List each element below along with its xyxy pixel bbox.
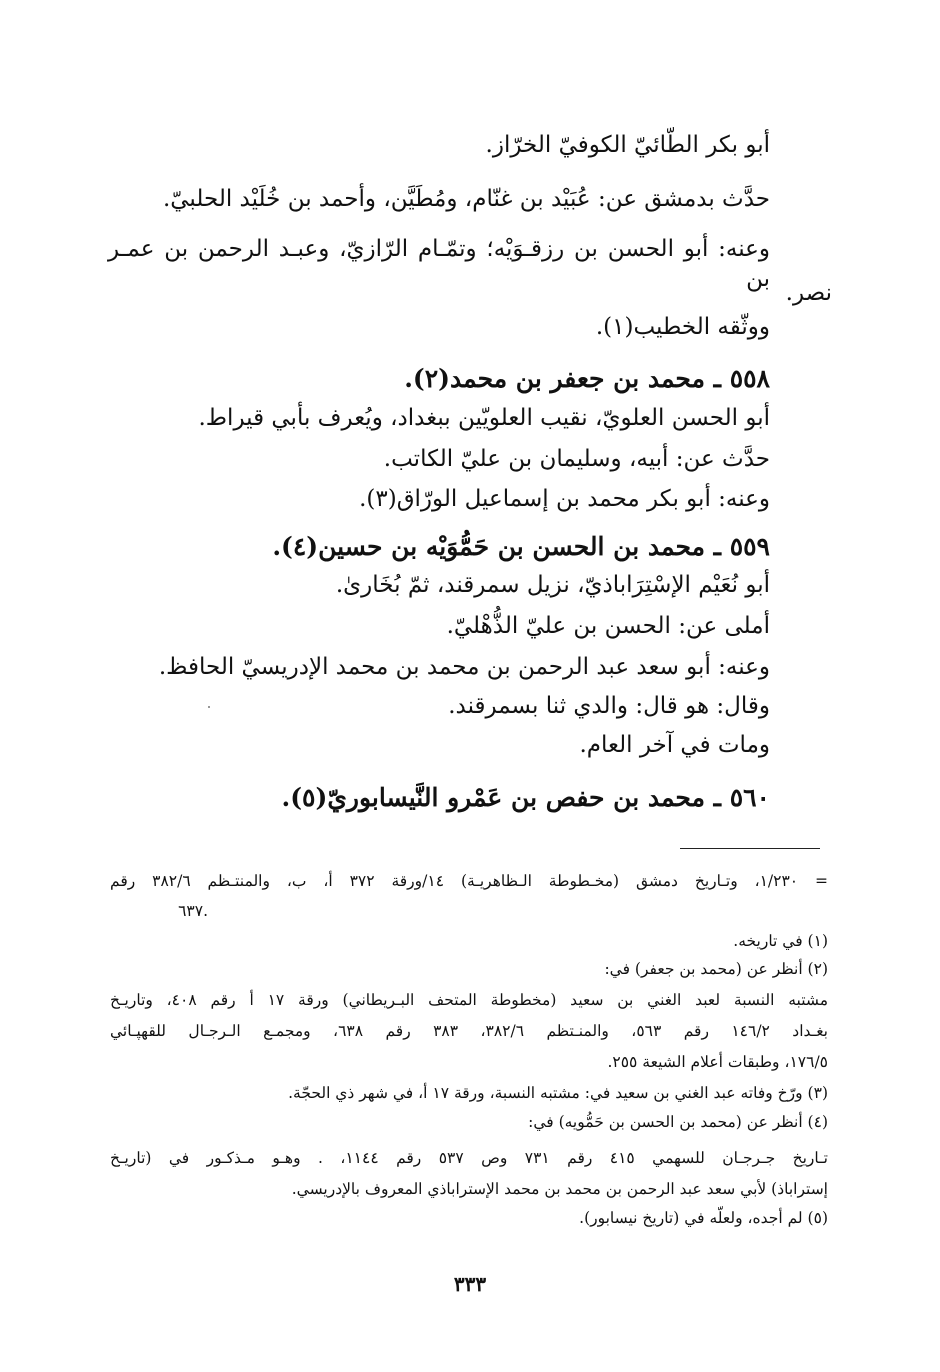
text-line: ومات في آخر العام.	[579, 732, 770, 758]
text-line: أملى عن: الحسن بن عليّ الذُّهْليّ.	[446, 613, 770, 639]
entry-heading: ٥٥٨ ـ محمد بن جعفر بن محمد(٢).	[404, 364, 770, 393]
text-line: وقال: هو قال: والدي ثنا بسمرقند.	[448, 693, 770, 719]
text-line: أبو الحسن العلويّ، نقيب العلويّين ببغداد، ويُعرف بأبي قيراط.	[198, 405, 770, 431]
page-number: ٣٣٣	[453, 1272, 487, 1296]
scan-speck	[208, 706, 210, 708]
text-line: وعنه: أبو الحسن بن رزقـوَيْه؛ وتمّـام الرّازيّ، وعبـد الرحمن بن عمـر بن	[108, 236, 770, 292]
footnote-line: .٦٣٧	[178, 902, 208, 920]
footnote-line: مشتبه النسبة لعبد الغني بن سعيد (مخطوطة المتحف البـريطاني) ورقة ١٧ أ رقم ٤٠٨، وتاريـخ	[110, 991, 828, 1009]
footnote-line: (١) في تاريخه.	[733, 932, 828, 950]
text-line: حدَّث بدمشق عن: عُبَيْد بن غنّام، ومُطَيَّن، وأحمد بن خُلَيْد الحلبيّ.	[162, 186, 770, 212]
text-line: أبو بكر الطّائيّ الكوفيّ الخرّاز.	[485, 132, 770, 158]
footnote-line: بغـداد ١٤٦/٢ رقم ٥٦٣، والمنـتظم ٣٨٢/٦، ٣٨٣ رقم ٦٣٨، ومجمـع الـرجـال للقهپـائي	[110, 1022, 828, 1040]
text-line: وعنه: أبو بكر محمد بن إسماعيل الورّاق(٣).	[359, 486, 770, 512]
entry-heading: ٥٥٩ ـ محمد بن الحسن بن حَمُّوَيْه بن حسين(٤).	[272, 532, 770, 561]
footnote-line: ١٧٦/٥، وطبقات أعلام الشيعة ٢٥٥.	[607, 1053, 828, 1071]
footnote-line: (٣) ورّخ وفاته عبد الغني بن سعيد في: مشتبه النسبة، ورقة ١٧ أ، في شهر ذي الحجّة.	[288, 1084, 828, 1102]
footnote-line: (٢) أنظر عن (محمد بن جعفر) في:	[604, 960, 828, 978]
footnote-line: إستراباذ) لأبي سعد عبد الرحمن بن محمد بن محمد الإستراباذي المعروف بالإدريسي.	[291, 1180, 828, 1198]
footnote-line: تـاريخ جـرجـان للسهمي ٤١٥ رقم ٧٣١ وص ٥٣٧ رقم ١١٤٤، . وهـو مـذكـور في (تاريـخ	[110, 1149, 828, 1167]
text-line: نصر.	[785, 280, 832, 306]
text-line: حدَّث عن: أبيه، وسليمان بن عليّ الكاتب.	[383, 446, 770, 472]
text-line: ووثّقه الخطيب(١).	[595, 314, 770, 340]
footnote-line: (٤) أنظر عن (محمد بن الحسن بن حَمُّويه) في:	[528, 1113, 828, 1131]
footnote-line: (٥) لم أجده، ولعلّه في (تاريخ نيسابور).	[579, 1209, 828, 1227]
text-line: وعنه: أبو سعد عبد الرحمن بن محمد بن محمد الإدريسيّ الحافظ.	[158, 654, 770, 680]
footnote-line: = ١/٢٣٠، وتـاريخ دمشق (مخـطوطة الـظاهريـة) ١٤/ورقة ٣٧٢ أ، ب، والمنتـظم ٣٨٢/٦ رقم	[110, 872, 829, 890]
text-line: أبو نُعَيْم الإسْتِرَاباذيّ، نزيل سمرقند، ثمّ بُخَارىٰ.	[335, 572, 770, 598]
footnote-separator	[680, 848, 820, 849]
entry-heading: ٥٦٠ ـ محمد بن حفص بن عَمْرو النَّيسابوريّ(٥).	[281, 783, 770, 812]
